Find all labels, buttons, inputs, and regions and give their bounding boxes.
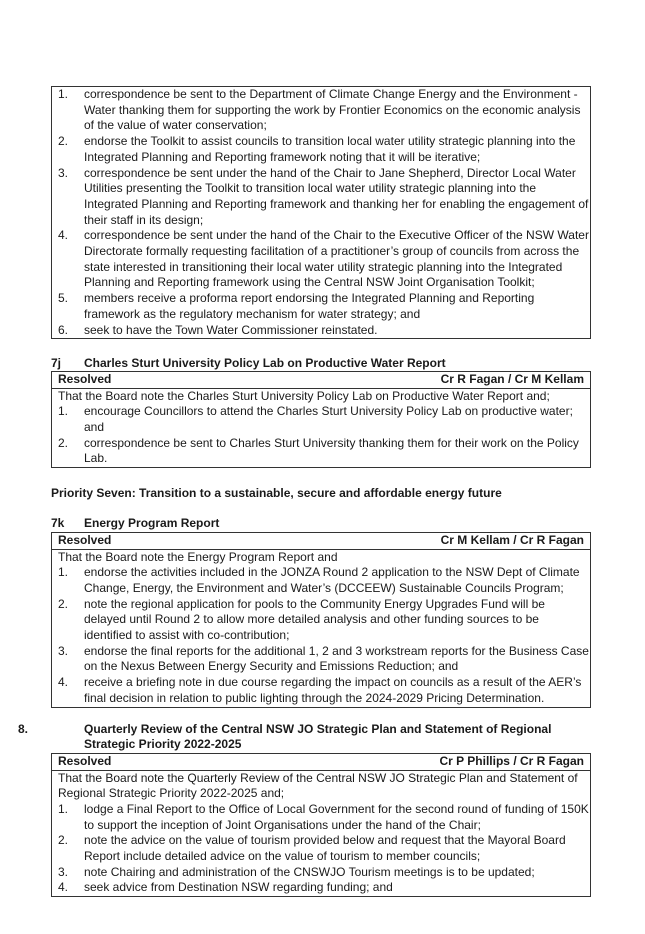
item-number: 3.	[58, 864, 69, 879]
item-number: 2.	[58, 833, 69, 848]
section-heading-7k	[51, 516, 219, 531]
item-text: correspondence be sent to the Department of Climate Change Energy and the Environment - Water thanking them for supporting the work by Frontier Economics on the economic analysis of the value of water conservation;	[84, 87, 581, 133]
section-title: Charles Sturt University Policy Lab on Productive Water Report	[84, 356, 446, 370]
resolved-row	[52, 754, 590, 771]
list-item	[52, 865, 590, 881]
resolved-row	[52, 372, 590, 389]
item-text: lodge a Final Report to the Office of Local Government for the second round of funding of 150K to support the inception of Joint Organisations under the hand of the Chair;	[84, 801, 589, 832]
item-text: endorse the final reports for the additional 1, 2 and 3 workstream reports for the Business Case on the Nexus Between Energy Security and Emissions Reduction; and	[84, 643, 589, 674]
list-item	[52, 404, 590, 435]
list-item	[52, 565, 590, 596]
item-text: receive a briefing note in due course regarding the impact on councils as a result of the AER’s final decision in relation to public lighting through the 2024-2029 Pricing Determination.	[84, 675, 582, 705]
item-number: 3.	[58, 643, 69, 658]
item-text: correspondence be sent under the hand of the Chair to Jane Shepherd, Director Local Water Utilities presenting the Toolkit to transition local water utility strategic planning into the Integrated Planning and Reporting framework and thanking her for enabling the engagement of their staff in its design;	[84, 165, 589, 227]
list-item	[52, 802, 590, 833]
list-item	[52, 134, 590, 165]
item-text: note the advice on the value of tourism provided below and request that the Mayoral Board Report include detailed advice on the value of tourism to member councils;	[84, 833, 566, 864]
item-number: 6.	[58, 322, 69, 337]
item-text: endorse the Toolkit to assist councils to transition local water utility strategic planning into the Integrated Planning and Reporting framework noting that it will be iterative;	[84, 134, 576, 164]
item-text: note the regional application for pools to the Community Energy Upgrades Fund will be delayed until Round 2 to allow more detailed analysis and other funding sources to be identified to assist with co-contribution;	[84, 596, 545, 643]
section-heading-8	[18, 722, 591, 752]
resolution-box-continued	[51, 86, 591, 339]
list-item	[52, 675, 590, 706]
resolved-label: Resolved	[58, 372, 112, 386]
item-number: 2.	[58, 596, 69, 611]
item-text: correspondence be sent to Charles Sturt University thanking them for their work on the Policy Lab.	[84, 435, 579, 466]
item-number: 1.	[58, 404, 69, 419]
list-item	[52, 880, 590, 896]
resolution-intro: That the Board note the Energy Program Report and	[58, 549, 338, 564]
list-item	[52, 644, 590, 675]
movers-label: Cr M Kellam / Cr R Fagan	[440, 533, 584, 547]
list-item	[52, 323, 590, 339]
resolved-label: Resolved	[58, 754, 112, 768]
item-text: note Chairing and administration of the CNSWJO Tourism meetings is to be updated;	[84, 864, 535, 879]
item-number: 5.	[58, 291, 69, 306]
item-text: endorse the activities included in the JONZA Round 2 application to the NSW Dept of Climate Change, Energy, the Environment and Water’s (DCCEEW) Sustainable Councils Program;	[84, 565, 580, 595]
item-number: 2.	[58, 134, 69, 149]
list-item	[52, 597, 590, 644]
resolution-box-7k	[51, 532, 591, 708]
list-item	[52, 833, 590, 864]
section-number: 7j	[51, 356, 62, 370]
item-text: seek to have the Town Water Commissioner reinstated.	[84, 322, 378, 337]
item-number: 1.	[58, 87, 69, 101]
list-item	[52, 87, 590, 134]
section-number: 7k	[51, 516, 65, 530]
item-text: seek advice from Destination NSW regarding funding; and	[84, 880, 393, 895]
resolution-intro: That the Board note the Charles Sturt University Policy Lab on Productive Water Report and;	[58, 388, 550, 403]
list-item	[52, 291, 590, 322]
item-number: 4.	[58, 675, 69, 690]
list-item	[52, 436, 590, 467]
resolution-intro: That the Board note the Quarterly Review of the Central NSW JO Strategic Plan and Statement of Regional Strategic Priority 2022-2025 and;	[58, 770, 578, 801]
priority-heading: Priority Seven: Transition to a sustainable, secure and affordable energy future	[51, 486, 502, 500]
item-number: 4.	[58, 228, 69, 243]
list-item	[52, 228, 590, 291]
item-number: 1.	[58, 565, 69, 580]
item-number: 3.	[58, 165, 69, 180]
resolution-box-8	[51, 753, 591, 897]
item-number: 1.	[58, 801, 69, 816]
section-number: 8.	[18, 722, 29, 736]
section-title: Energy Program Report	[84, 516, 220, 530]
resolved-label: Resolved	[58, 533, 112, 547]
resolution-box-7j	[51, 371, 591, 468]
section-title: Quarterly Review of the Central NSW JO Strategic Plan and Statement of Regional Strategic Priority 2022-2025	[84, 722, 552, 751]
resolved-row	[52, 533, 590, 550]
item-text: encourage Councillors to attend the Charles Sturt University Policy Lab on productive water; and	[84, 404, 573, 434]
item-text: correspondence be sent under the hand of the Chair to the Executive Officer of the NSW Water Directorate formally requesting facilitation of a practitioner’s group of councils from across the state interested in transitioning their local water utility strategic planning into the Integrated Planning and Reporting framework using the Central NSW Joint Organisation Toolkit;	[84, 228, 589, 290]
movers-label: Cr R Fagan / Cr M Kellam	[440, 372, 584, 386]
item-text: members receive a proforma report endorsing the Integrated Planning and Reporting framework as the regulatory mechanism for water strategy; and	[84, 291, 535, 321]
list-item	[52, 166, 590, 229]
movers-label: Cr P Phillips / Cr R Fagan	[439, 754, 584, 768]
section-heading-7j	[51, 356, 446, 371]
item-number: 4.	[58, 880, 69, 895]
item-number: 2.	[58, 435, 69, 450]
